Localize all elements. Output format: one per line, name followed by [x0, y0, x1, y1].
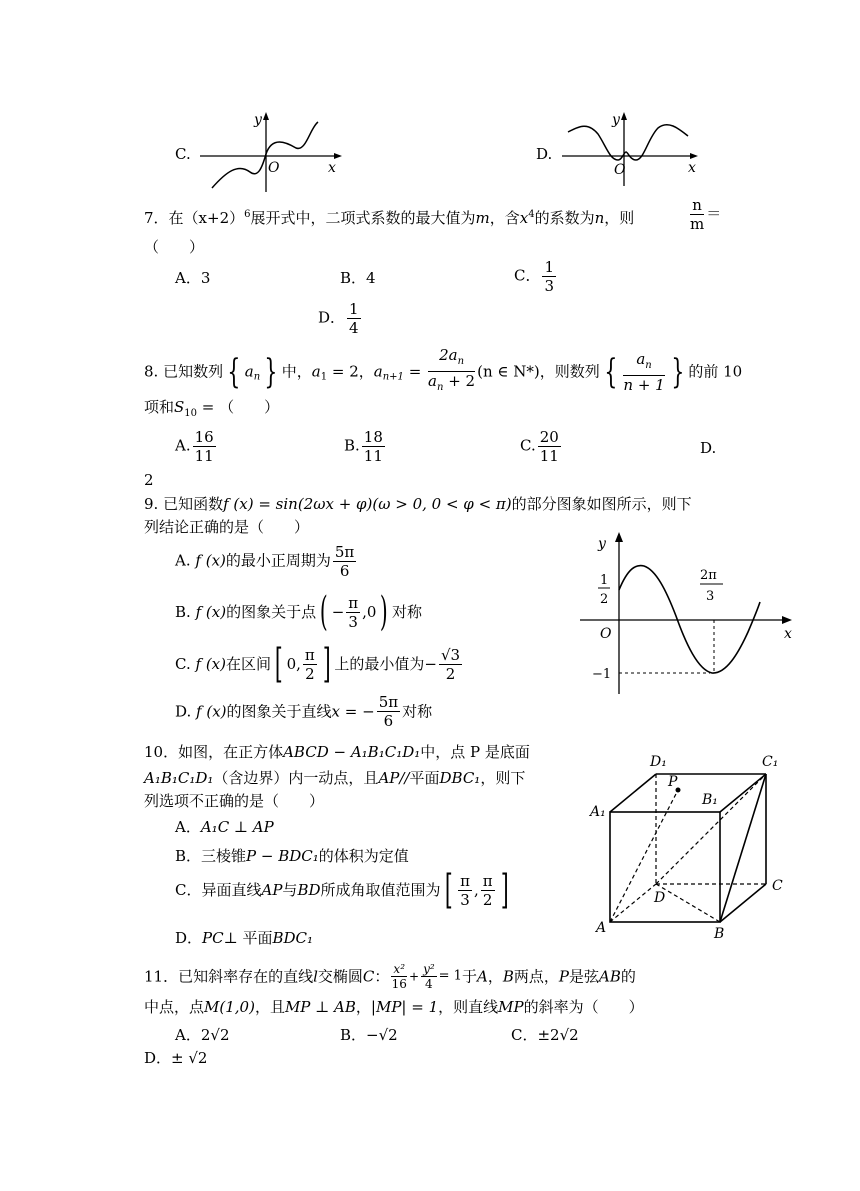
q11-option-c: C．±2√2 [511, 1026, 579, 1044]
svg-text:x: x [328, 160, 336, 176]
q8-option-c: C. $\frac{20}{11}$ [520, 428, 559, 465]
q9-option-b: B. f (x)的图象关于点( − $\frac{\pi}{3}$ ,0) 对称 [175, 589, 423, 635]
svg-text:y: y [612, 112, 620, 128]
option-d-label: D. [536, 145, 553, 163]
svg-text:A: A [596, 920, 607, 936]
q9-stem: 9. 已知函数f (x) = sin(2ωx + φ)(ω > 0, 0 < φ < π)的部分图象如图所示，则下 [144, 495, 692, 513]
q8-line2: 项和$S_{10}$ = （ ） [144, 398, 280, 419]
q9-option-a: A. f (x)的最小正周期为 $\frac{5\pi}{6}$ [175, 543, 355, 580]
q7-stem: 7．在$(x+2)^6$展开式中，二项式系数的最大值为m，含$x^4$的系数为n，则 [144, 209, 635, 227]
svg-text:C₁: C₁ [762, 754, 779, 770]
q11-stem: 11．已知斜率存在的直线l交椭圆C： $\frac{\text{x²}}{16}$ + $\frac{\text{y²}}{4}$ = 1于A，B两点，P是弦AB的 [144, 962, 636, 991]
q11-option-d: D．± √2 [144, 1049, 208, 1067]
q10-line2: A₁B₁C₁D₁（含边界）内一动点，且AP//平面DBC₁，则下 [144, 769, 526, 787]
svg-text:O: O [268, 160, 280, 176]
q8-stem: 8. 已知数列 { $a_n$ } 中，$a_1 = 2$，$a_{n+1}$ = $\frac{2a_n}{a_n + 2}$ (n ∈ N*)，则数列 { $\frac{a_n}{n + 1}$ } 的前 10 [144, 346, 743, 394]
q11-option-a: A．2√2 [175, 1026, 230, 1044]
q10-option-c: C．异面直线AP与BD所成角取值范围为[ $\frac{\pi}{3}$ , $\frac{\pi}{2}$ ] [175, 867, 509, 913]
svg-text:y: y [254, 112, 262, 128]
q11-line2: 中点，点M(1,0)，且MP ⊥ AB，|MP| = 1，则直线MP的斜率为（ ） [144, 998, 644, 1016]
q8-option-d-value: 2 [144, 471, 154, 489]
q10-option-a: A．A₁C ⊥ AP [175, 818, 274, 836]
q10-option-d: D．PC⊥ 平面BDC₁ [175, 929, 314, 947]
svg-text:O: O [600, 626, 612, 642]
q9-option-d: D. f (x)的图象关于直线x = − $\frac{5\pi}{6}$ 对称 [175, 693, 433, 730]
q10-line3: 列选项不正确的是（ ） [144, 792, 325, 810]
q7-option-c: C． $\frac{1}{3}$ [514, 258, 555, 295]
svg-text:2π: 2π [700, 568, 717, 583]
q10-option-b: B．三棱锥P − BDC₁的体积为定值 [175, 847, 409, 865]
q11-option-b: B．−√2 [340, 1026, 398, 1044]
q7-paren: （ ） [144, 238, 205, 256]
svg-text:D₁: D₁ [650, 754, 667, 770]
svg-text:x: x [688, 160, 696, 176]
svg-text:D: D [654, 890, 666, 906]
q7-option-a: A．3 [175, 269, 211, 287]
q9-sine-graph [578, 528, 800, 696]
svg-text:P: P [668, 774, 678, 790]
option-c-label: C. [175, 145, 191, 163]
q7-option-d: D． $\frac{1}{4}$ [318, 300, 359, 337]
svg-text:O: O [614, 162, 626, 178]
svg-text:C: C [772, 878, 783, 894]
q10-line1: 10．如图，在正方体ABCD − A₁B₁C₁D₁中，点 P 是底面 [144, 743, 530, 761]
graph-c [198, 108, 348, 194]
svg-text:1: 1 [600, 573, 609, 588]
q9-line2: 列结论正确的是（ ） [144, 518, 310, 536]
q7-fraction: $\frac{n}{m}$ ＝ [690, 196, 722, 233]
q8-option-b: B. $\frac{18}{11}$ [344, 428, 383, 465]
svg-text:B: B [714, 926, 725, 940]
q9-option-c: C. f (x)在区间[ 0, $\frac{\pi}{2}$ ] 上的最小值为− $\frac{√3}{2}$ [175, 641, 461, 687]
q8-option-a: A. $\frac{16}{11}$ [175, 428, 214, 465]
svg-text:2: 2 [600, 592, 609, 607]
svg-text:B₁: B₁ [702, 792, 718, 808]
q7-option-b: B．4 [340, 269, 376, 287]
q10-cube-figure [588, 750, 800, 940]
svg-text:3: 3 [706, 589, 715, 604]
graph-d [560, 108, 710, 188]
q8-option-d-label: D. [700, 439, 717, 457]
svg-text:y: y [598, 536, 606, 552]
svg-text:x: x [784, 626, 792, 642]
svg-text:−1: −1 [592, 667, 612, 682]
svg-text:A₁: A₁ [590, 804, 606, 820]
